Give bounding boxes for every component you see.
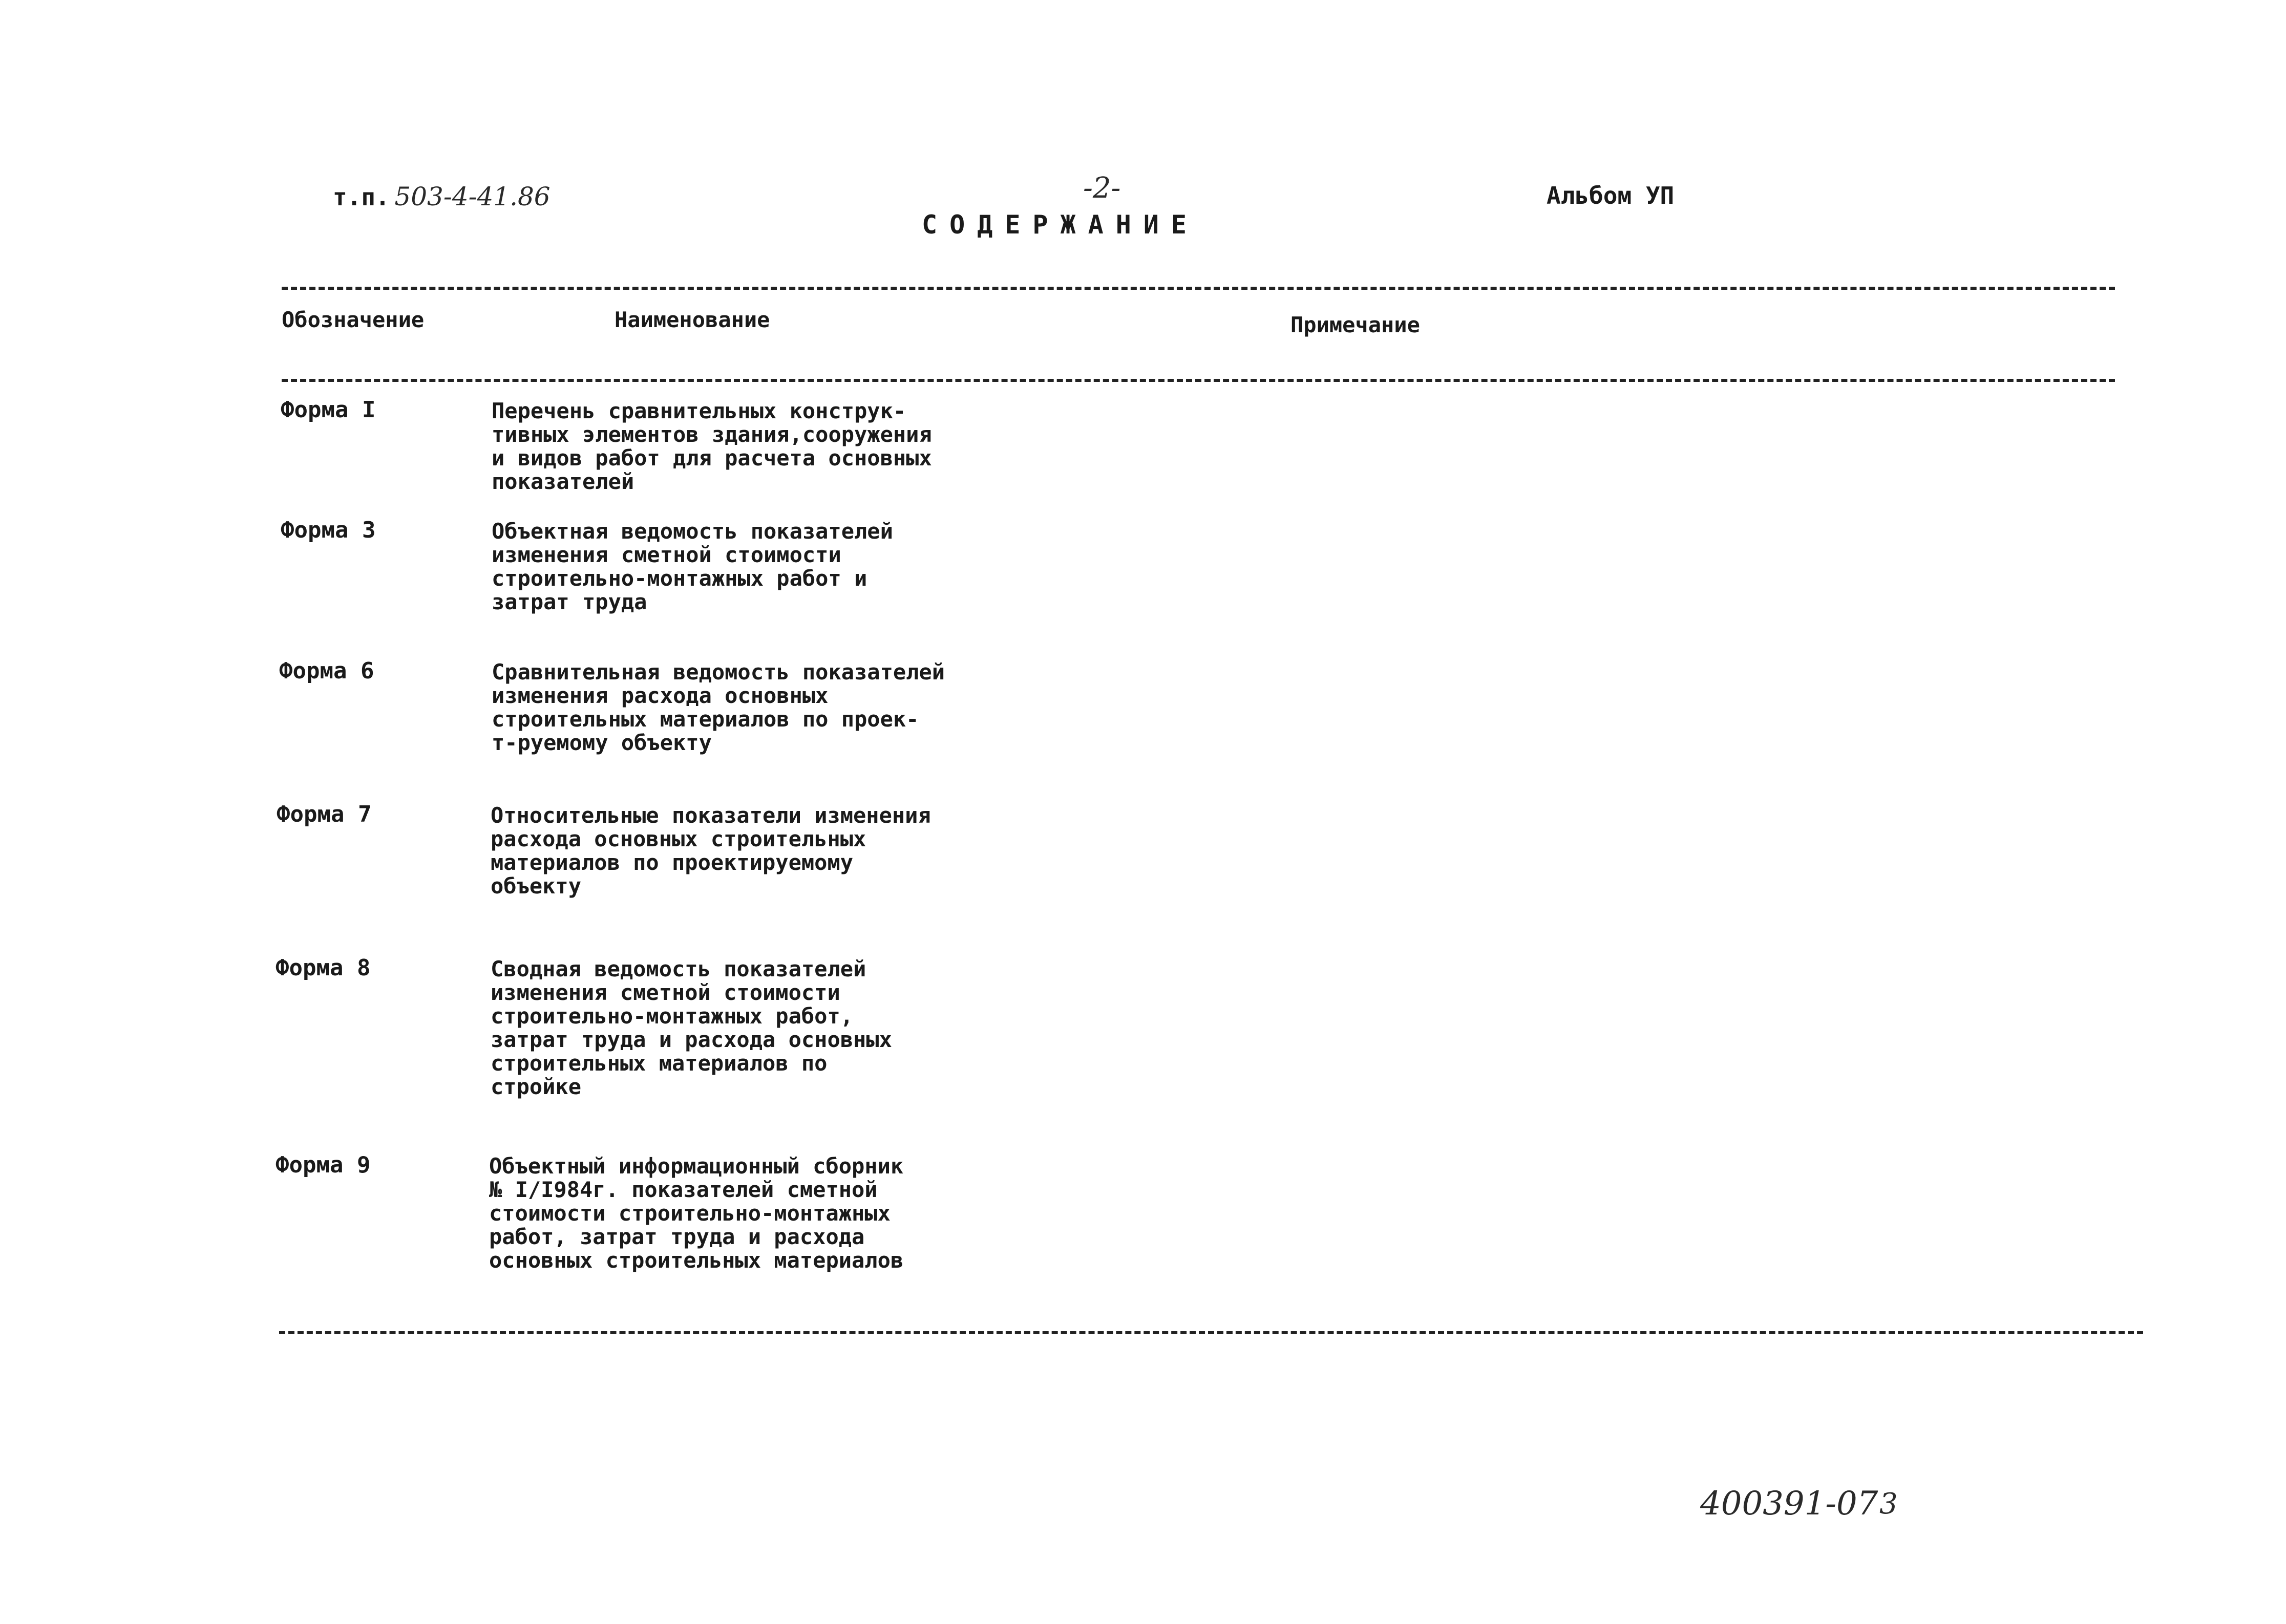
table-top-rule — [282, 287, 2115, 290]
table-bottom-rule — [279, 1331, 2143, 1334]
row-name: Объектная ведомость показателей изменения сметной стоимости строительно-монтажных работ и затрат труда — [492, 519, 893, 614]
row-designation: Форма 8 — [276, 955, 371, 981]
column-header-name: Наименование — [615, 307, 770, 332]
row-designation: Форма 6 — [279, 658, 374, 684]
row-designation: Форма 3 — [281, 517, 376, 543]
row-name: Объектный информационный сборник № I/I984г. показателей сметной стоимости строительно-монтажных работ, затрат труда и расхода основных строительных материалов — [489, 1153, 904, 1273]
row-designation: Форма 7 — [277, 801, 372, 827]
row-name: Перечень сравнительных конструк- тивных элементов здания,сооружения и видов работ для расчета основных показателей — [492, 398, 932, 494]
row-name: Относительные показатели изменения расхода основных строительных материалов по проектируемому объекту — [491, 803, 931, 899]
page-marker: -2- — [1083, 172, 1121, 205]
row-name: Сводная ведомость показателей изменения сметной стоимости строительно-монтажных работ, затрат труда и расхода основных строительных материалов по стройке — [491, 956, 892, 1099]
inventory-code: 400391-07 — [1700, 1485, 1878, 1523]
column-header-designation: Обозначение — [282, 307, 425, 332]
row-name: Сравнительная ведомость показателей изменения расхода основных строительных материалов по проек- т-руемому объекту — [492, 659, 945, 755]
page-title: СОДЕРЖАНИЕ — [922, 210, 1199, 240]
album-label: Альбом УП — [1547, 182, 1675, 209]
sheet-number: 3 — [1879, 1487, 1898, 1521]
project-prefix: т.п. — [333, 183, 390, 211]
table-header-rule — [282, 379, 2115, 382]
project-number: 503-4-41.86 — [394, 182, 551, 211]
row-designation: Форма I — [281, 397, 376, 423]
column-header-note: Примечание — [1290, 312, 1420, 337]
project-number-line — [333, 182, 551, 211]
row-designation: Форма 9 — [276, 1152, 371, 1178]
